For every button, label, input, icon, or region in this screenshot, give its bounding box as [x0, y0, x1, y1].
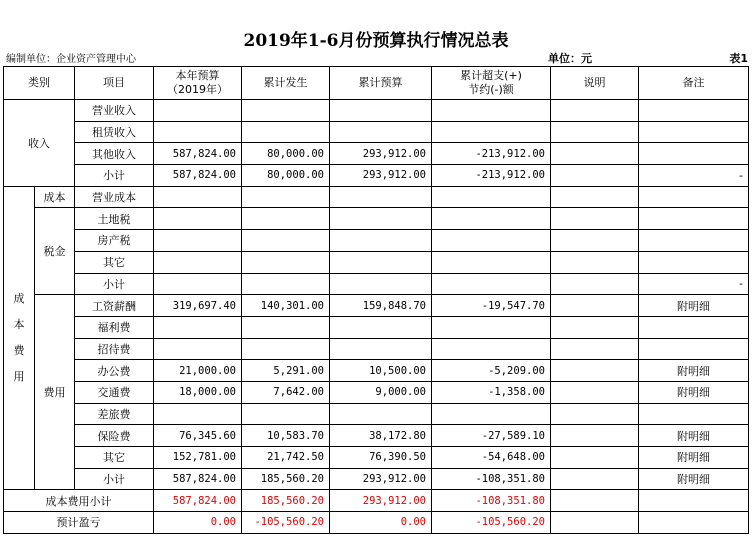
header-remark: 备注 — [639, 67, 749, 100]
annual-budget-cell: 587,824.00 — [154, 468, 242, 490]
table-row — [4, 165, 749, 187]
table-row — [4, 447, 749, 469]
annual-budget-cell — [154, 208, 242, 230]
variance-cell — [432, 121, 551, 143]
item-cell: 福利费 — [75, 316, 154, 338]
item-cell: 营业成本 — [75, 186, 154, 208]
remark-cell — [639, 316, 749, 338]
cum-budget-cell — [330, 251, 432, 273]
description-cell — [551, 468, 639, 490]
actual-cell: 80,000.00 — [242, 143, 330, 165]
table-row — [4, 360, 749, 382]
annual-budget-cell: 587,824.00 — [154, 490, 242, 512]
variance-cell — [432, 100, 551, 122]
header-description: 说明 — [551, 67, 639, 100]
actual-cell — [242, 273, 330, 295]
description-cell — [551, 273, 639, 295]
budget-table — [3, 66, 749, 534]
remark-cell: - — [639, 273, 749, 295]
remark-cell: 附明细 — [639, 295, 749, 317]
annual-budget-cell — [154, 186, 242, 208]
item-cell: 保险费 — [75, 425, 154, 447]
cum-budget-cell — [330, 100, 432, 122]
profit-row — [4, 512, 749, 534]
annual-budget-cell — [154, 230, 242, 252]
actual-cell: 5,291.00 — [242, 360, 330, 382]
cum-budget-cell: 9,000.00 — [330, 381, 432, 403]
remark-cell: 附明细 — [639, 425, 749, 447]
table-row — [4, 295, 749, 317]
item-cell: 办公费 — [75, 360, 154, 382]
description-cell — [551, 381, 639, 403]
description-cell — [551, 425, 639, 447]
cum-budget-cell: 293,912.00 — [330, 468, 432, 490]
annual-budget-cell — [154, 316, 242, 338]
cum-budget-cell — [330, 273, 432, 295]
actual-cell — [242, 230, 330, 252]
remark-cell: 附明细 — [639, 447, 749, 469]
actual-cell — [242, 316, 330, 338]
subcategory-cost: 成本 — [35, 186, 75, 208]
item-cell: 营业收入 — [75, 100, 154, 122]
remark-cell — [639, 100, 749, 122]
cum-budget-cell — [330, 338, 432, 360]
actual-cell — [242, 403, 330, 425]
category-cost-expense-char: 费 — [13, 344, 25, 358]
cum-budget-cell: 159,848.70 — [330, 295, 432, 317]
remark-cell: 附明细 — [639, 468, 749, 490]
item-cell: 小计 — [75, 273, 154, 295]
category-cost-expense-char: 本 — [13, 318, 25, 332]
item-cell: 交通费 — [75, 381, 154, 403]
actual-cell: 21,742.50 — [242, 447, 330, 469]
cum-budget-cell: 10,500.00 — [330, 360, 432, 382]
variance-cell: -105,560.20 — [432, 512, 551, 534]
cum-budget-cell: 76,390.50 — [330, 447, 432, 469]
table-row — [4, 468, 749, 490]
remark-cell — [639, 251, 749, 273]
variance-cell: -108,351.80 — [432, 468, 551, 490]
remark-cell: 附明细 — [639, 360, 749, 382]
remark-cell — [639, 230, 749, 252]
remark-cell — [639, 403, 749, 425]
table-row — [4, 186, 749, 208]
item-cell: 房产税 — [75, 230, 154, 252]
table-row — [4, 121, 749, 143]
header-cum-budget: 累计预算 — [330, 67, 432, 100]
description-cell — [551, 360, 639, 382]
item-cell: 差旅费 — [75, 403, 154, 425]
actual-cell — [242, 338, 330, 360]
header-annual-budget-line2: （2019年） — [167, 83, 228, 96]
variance-cell: -54,648.00 — [432, 447, 551, 469]
annual-budget-cell — [154, 100, 242, 122]
variance-cell: -213,912.00 — [432, 165, 551, 187]
actual-cell: -105,560.20 — [242, 512, 330, 534]
description-cell — [551, 251, 639, 273]
remark-cell — [639, 143, 749, 165]
annual-budget-cell — [154, 403, 242, 425]
actual-cell — [242, 251, 330, 273]
cum-budget-cell: 293,912.00 — [330, 165, 432, 187]
cum-budget-cell — [330, 208, 432, 230]
variance-cell — [432, 186, 551, 208]
description-cell — [551, 143, 639, 165]
subcategory-expense: 费用 — [35, 295, 75, 490]
header-annual-budget — [154, 67, 242, 100]
annual-budget-cell: 76,345.60 — [154, 425, 242, 447]
actual-cell: 140,301.00 — [242, 295, 330, 317]
profit-label: 预计盈亏 — [4, 512, 154, 534]
actual-cell — [242, 100, 330, 122]
description-cell — [551, 100, 639, 122]
table-row — [4, 403, 749, 425]
variance-cell: -1,358.00 — [432, 381, 551, 403]
item-cell: 其它 — [75, 251, 154, 273]
actual-cell: 185,560.20 — [242, 468, 330, 490]
variance-cell — [432, 403, 551, 425]
description-cell — [551, 121, 639, 143]
variance-cell: -213,912.00 — [432, 143, 551, 165]
remark-cell — [639, 186, 749, 208]
variance-cell — [432, 338, 551, 360]
category-cost-expense-char: 成 — [13, 292, 25, 306]
cum-budget-cell: 0.00 — [330, 512, 432, 534]
variance-cell: -27,589.10 — [432, 425, 551, 447]
description-cell — [551, 295, 639, 317]
cost-subtotal-row — [4, 490, 749, 512]
description-cell — [551, 512, 639, 534]
cum-budget-cell — [330, 316, 432, 338]
table-number: 表1 — [729, 52, 748, 65]
description-cell — [551, 338, 639, 360]
header-variance — [432, 67, 551, 100]
remark-cell — [639, 208, 749, 230]
annual-budget-cell: 587,824.00 — [154, 165, 242, 187]
table-row — [4, 316, 749, 338]
actual-cell: 185,560.20 — [242, 490, 330, 512]
cum-budget-cell: 293,912.00 — [330, 143, 432, 165]
variance-cell: -108,351.80 — [432, 490, 551, 512]
table-row — [4, 251, 749, 273]
cum-budget-cell — [330, 121, 432, 143]
org-label: 编制单位：企业资产管理中心 — [6, 54, 136, 65]
item-cell: 小计 — [75, 165, 154, 187]
annual-budget-cell: 18,000.00 — [154, 381, 242, 403]
actual-cell — [242, 186, 330, 208]
cum-budget-cell — [330, 230, 432, 252]
category-income: 收入 — [4, 100, 75, 187]
variance-cell — [432, 208, 551, 230]
description-cell — [551, 316, 639, 338]
annual-budget-cell: 587,824.00 — [154, 143, 242, 165]
variance-cell — [432, 230, 551, 252]
description-cell — [551, 403, 639, 425]
cum-budget-cell: 293,912.00 — [330, 490, 432, 512]
actual-cell — [242, 208, 330, 230]
variance-cell — [432, 273, 551, 295]
annual-budget-cell: 152,781.00 — [154, 447, 242, 469]
description-cell — [551, 186, 639, 208]
item-cell: 小计 — [75, 468, 154, 490]
header-variance-line2: 节约(-)额 — [468, 83, 514, 96]
table-row — [4, 425, 749, 447]
header-actual: 累计发生 — [242, 67, 330, 100]
table-row — [4, 230, 749, 252]
remark-cell: - — [639, 165, 749, 187]
annual-budget-cell — [154, 273, 242, 295]
remark-cell — [639, 512, 749, 534]
header-category: 类别 — [4, 67, 75, 100]
item-cell: 租赁收入 — [75, 121, 154, 143]
table-row — [4, 143, 749, 165]
actual-cell: 10,583.70 — [242, 425, 330, 447]
annual-budget-cell: 0.00 — [154, 512, 242, 534]
header-row — [4, 67, 749, 100]
cum-budget-cell — [330, 403, 432, 425]
remark-cell — [639, 338, 749, 360]
annual-budget-cell: 319,697.40 — [154, 295, 242, 317]
variance-cell: -5,209.00 — [432, 360, 551, 382]
actual-cell — [242, 121, 330, 143]
variance-cell — [432, 316, 551, 338]
table-row — [4, 381, 749, 403]
header-annual-budget-line1: 本年预算 — [175, 69, 220, 82]
item-cell: 土地税 — [75, 208, 154, 230]
category-cost-expense-char: 用 — [13, 370, 25, 384]
table-row — [4, 208, 749, 230]
report-title: 2019年1-6月份预算执行情况总表 — [243, 31, 509, 51]
category-cost-expense — [4, 186, 35, 490]
cum-budget-cell — [330, 186, 432, 208]
table-row — [4, 273, 749, 295]
actual-cell: 80,000.00 — [242, 165, 330, 187]
table-row — [4, 338, 749, 360]
variance-cell: -19,547.70 — [432, 295, 551, 317]
cum-budget-cell: 38,172.80 — [330, 425, 432, 447]
item-cell: 其他收入 — [75, 143, 154, 165]
subcategory-tax: 税金 — [35, 208, 75, 295]
header-item: 项目 — [75, 67, 154, 100]
unit-label: 单位：元 — [548, 52, 592, 65]
variance-cell — [432, 251, 551, 273]
item-cell: 招待费 — [75, 338, 154, 360]
remark-cell — [639, 490, 749, 512]
cost-subtotal-label: 成本费用小计 — [4, 490, 154, 512]
description-cell — [551, 208, 639, 230]
actual-cell: 7,642.00 — [242, 381, 330, 403]
header-variance-line1: 累计超支(+) — [460, 69, 522, 82]
description-cell — [551, 490, 639, 512]
item-cell: 工资薪酬 — [75, 295, 154, 317]
description-cell — [551, 165, 639, 187]
item-cell: 其它 — [75, 447, 154, 469]
annual-budget-cell: 21,000.00 — [154, 360, 242, 382]
description-cell — [551, 447, 639, 469]
table-row — [4, 100, 749, 122]
annual-budget-cell — [154, 338, 242, 360]
remark-cell — [639, 121, 749, 143]
remark-cell: 附明细 — [639, 381, 749, 403]
annual-budget-cell — [154, 121, 242, 143]
description-cell — [551, 230, 639, 252]
annual-budget-cell — [154, 251, 242, 273]
